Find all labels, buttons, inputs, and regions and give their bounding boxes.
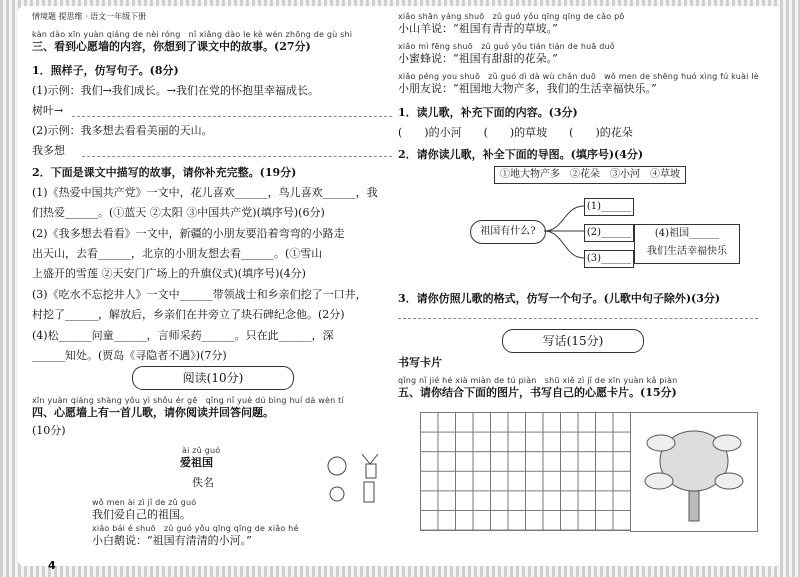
pinyin-line: kàn dào xīn yuàn qiáng de nèi róng nǐ xiǎng dào le kè wén zhōng de gù shi [32,30,353,39]
card-heading: 书写卡片 [398,356,442,369]
book-header: 情境题 提思维 · 语文一年级下册 [32,12,147,21]
poem-title: 爱祖国 [180,456,213,469]
poem-line-pinyin: wǒ men ài zì jǐ de zǔ guó [92,498,197,507]
answer-line[interactable] [82,156,392,157]
pinyin-line: xīn yuàn qiáng shàng yǒu yì shǒu ér gē qǐng nǐ yuè dú bìng huí dá wèn tí [32,396,344,405]
q2-line-9: ______知处。(贾岛《寻隐者不遇》)(7分) [32,349,227,362]
question-3: 3．请你仿照儿歌的格式，仿写一个句子。(儿歌中句子除外)(3分) [398,292,721,305]
pinyin-line: qǐng nǐ jié hé xià miàn de tú piàn shū xiě zì jǐ de xīn yuàn kǎ piàn [398,376,678,385]
writing-section-button: 写话(15分) [502,329,644,353]
pinyin-line: xiǎo mì fēng shuō zǔ guó yǒu tián tián de huā duǒ [398,42,615,51]
poem-line: 小白鹅说：“祖国有清清的小河。” [92,534,252,547]
q2-line-5: 上盛开的雪莲 ②天安门广场上的升旗仪式)(填序号)(4分) [32,267,306,280]
q2-line-6: (3)《吃水不忘挖井人》一文中______带领战士和乡亲们挖了一口井， [32,288,367,301]
mindmap-node-4[interactable] [634,224,740,264]
q1-answer-1: 树叶→ [32,104,64,117]
mindmap-node-3[interactable]: (3)______ [584,250,634,268]
question-1: 1．读儿歌，补充下面的内容。(3分) [398,106,578,119]
poem-title-pinyin: ài zǔ guó [182,446,221,455]
q1-answer-2: 我多想 [32,144,65,157]
node-4-text: 我们生活幸福快乐 [647,246,727,257]
poem-line: 小山羊说：“祖国有青青的草坡。” [398,22,558,35]
q1-example-1: (1)示例：我们→我们成长。→我们在党的怀抱里幸福成长。 [32,84,320,97]
q2-line-3: (2)《我多想去看看》一文中，新疆的小朋友要沿着弯弯的小路走 [32,227,345,240]
reading-section-button: 阅读(10分) [132,366,294,390]
q2-line-7: 村挖了______，解放后，乡亲们在井旁立了块石碑纪念他。(2分) [32,308,345,321]
section-4-points: (10分) [32,424,66,437]
answer-line[interactable] [398,318,758,319]
wish-card-picture [630,412,758,532]
section-4-title: 四、心愿墙上有一首儿歌，请你阅读并回答问题。 [32,406,274,419]
q1-blanks[interactable]: ( )的小河 ( )的草坡 ( )的花朵 [398,126,633,139]
section-5-title: 五、请你结合下面的图片，书写自己的心愿卡片。(15分) [398,386,677,399]
node-4-label: (4)祖国______ [654,228,720,239]
poem-line: 小朋友说：“祖国地大物产多，我们的生活幸福快乐。” [398,82,657,95]
answer-line[interactable] [72,116,392,117]
page-number: 4 [48,559,56,572]
q2-line-4: 出天山，去看______，北京的小朋友想去看______。(①雪山 [32,247,323,260]
pinyin-line: xiǎo shān yáng shuō zǔ guó yǒu qīng qīng de cǎo pō [398,12,625,21]
question-2: 2．请你读儿歌，补全下面的导图。(填序号)(4分) [398,148,644,161]
mindmap-node-1[interactable]: (1)______ [584,198,634,216]
section-3-title: 三、看到心愿墙的内容，你想到了课文中的故事。(27分) [32,40,311,53]
tree-illustration [631,413,757,531]
q2-line-2: 们热爱______。(①蓝天 ②太阳 ③中国共产党)(填序号)(6分) [32,206,325,219]
q2-line-8: (4)松______问童______，言师采药______。只在此______，深 [32,329,334,342]
writing-grid[interactable] [420,412,631,531]
poem-line-pinyin: xiǎo bái é shuō zǔ guó yǒu qīng qīng de xiǎo hé [92,524,299,533]
q1-example-2: (2)示例：我多想去看看美丽的天山。 [32,124,213,137]
worksheet [18,6,780,572]
animal-illustration [322,446,392,506]
mindmap-root: 祖国有什么? [470,220,546,244]
poem-author: 佚名 [192,476,214,489]
question-2: 2．下面是课文中描写的故事，请你补充完整。(19分) [32,166,297,179]
q2-line-1: (1)《热爱中国共产党》一文中，花儿喜欢______，鸟儿喜欢______，我 [32,186,378,199]
mindmap-node-2[interactable]: (2)______ [584,224,634,242]
options-box: ①地大物产多 ②花朵 ③小河 ④草坡 [494,166,686,184]
pinyin-line: xiǎo péng you shuō zǔ guó dì dà wù chǎn duō wǒ men de shēng huó xìng fú kuài lè [398,72,759,81]
poem-line: 小蜜蜂说：“祖国有甜甜的花朵。” [398,52,558,65]
question-1: 1．照样子，仿写句子。(8分) [32,64,179,77]
poem-line: 我们爱自己的祖国。 [92,508,191,521]
